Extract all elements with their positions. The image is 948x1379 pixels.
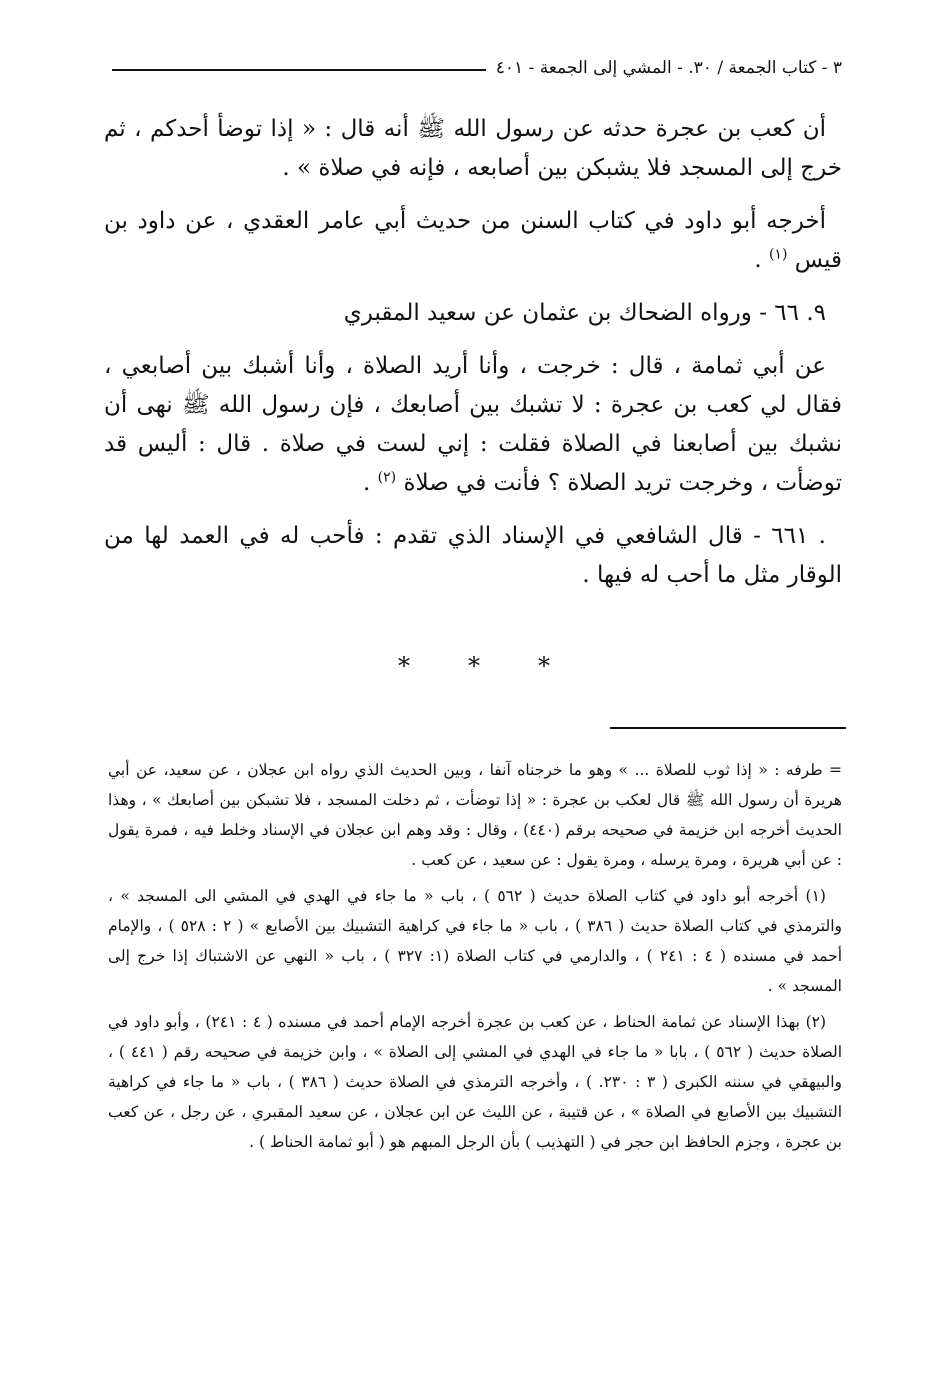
- footnote-ref-1: (١): [768, 246, 788, 263]
- paragraph-1: أن كعب بن عجرة حدثه عن رسول الله ﷺ أنه قال : « إذا توضأ أحدكم ، ثم خرج إلى المسجد فلا يشبكن بين أصابعه ، فإنه في صلاة » .: [104, 116, 842, 181]
- running-title: ٣ - كتاب الجمعة / ٣٠. - المشي إلى الجمعة - ٤٠١: [495, 58, 842, 78]
- footnotes: [108, 755, 842, 1163]
- hadith-heading-660: ٩. ٦٦ - ورواه الضحاك بن عثمان عن سعيد المقبري: [343, 300, 826, 326]
- footnote-rule: [610, 727, 846, 729]
- separator-star: *: [468, 652, 480, 680]
- paragraph-3-text: عن أبي ثمامة ، قال : خرجت ، وأنا أريد الصلاة ، وأنا أشبك بين أصابعي ، فقال لي كعب بن عجرة : لا تشبك بين أصابعك ، فإن رسول الله ﷺ نهى أن نشبك بين أصابعنا في الصلاة فقلت : إني لست في صلاة . قال : أليس قد توضأت ، وخرجت تريد الصلاة ؟ فأنت في صلاة: [104, 353, 842, 496]
- paragraph-2-text: أخرجه أبو داود في كتاب السنن من حديث أبي عامر العقدي ، عن داود بن قيس: [104, 208, 842, 273]
- paragraph-3: [104, 347, 842, 503]
- footnote-continuation: = طرفه : « إذا ثوب للصلاة ... » وهو ما خرجناه آنفا ، وبين الحديث الذي رواه ابن عجلان ، عن سعيد، عن أبي هريرة أن رسول الله ﷺ قال لعكب بن عجرة : « إذا توضأت ، ثم دخلت المسجد ، فلا تشبكن بين أصابعك » ، وهذا الحديث أخرجه ابن خزيمة في صحيحه برقم (٤٤٠) ، وقال : وقد وهم ابن عجلان في الإسناد وخلط فيه ، فمرة يقول : عن أبي هريرة ، ومرة يرسله ، ومرة يقول : عن سعيد ، عن كعب .: [108, 761, 842, 869]
- paragraph-3-end: .: [363, 470, 378, 496]
- header-rule: [112, 69, 486, 71]
- separator-star: *: [398, 652, 410, 680]
- separator-star: *: [538, 652, 550, 680]
- footnote-1: (١) أخرجه أبو داود في كتاب الصلاة حديث ( ٥٦٢ ) ، باب « ما جاء في الهدي في المشي الى المسجد » ، والترمذي في كتاب الصلاة حديث ( ٣٨٦ ) ، باب « ما جاء في كراهية التشبيك بين الأصابع » ( ٢ : ٥٢٨ ) ، والإمام أحمد في مسنده ( ٤ : ٢٤١ ) ، والدارمي في كتاب الصلاة (١: ٣٢٧ ) ، باب « النهي عن الاشتباك إذا خرج إلى المسجد » .: [108, 887, 843, 995]
- footnote-2: (٢) بهذا الإسناد عن ثمامة الحناط ، عن كعب بن عجرة أخرجه الإمام أحمد في مسنده ( ٤ : ٢٤١) ، وأبو داود في الصلاة حديث ( ٥٦٢ ) ، بابا « ما جاء في الهدي في المشي إلى الصلاة » ، وابن خزيمة في صحيحه رقم ( ٤٤١ ) ، والبيهقي في سننه الكبرى ( ٣ : ٢٣٠. ) ، وأخرجه الترمذي في الصلاة حديث ( ٣٨٦ ) ، باب « ما جاء في كراهية التشبيك بين الأصابع في الصلاة » ، عن قتيبة ، عن الليث عن ابن عجلان ، عن سعيد المقبري ، عن رجل ، عن كعب بن عجرة ، وجزم الحافظ ابن حجر في ( التهذيب ) بأن الرجل المبهم هو ( أبو ثمامة الحناط ) .: [108, 1013, 843, 1151]
- main-text: [104, 110, 842, 609]
- running-header: [112, 58, 842, 78]
- paragraph-2: [104, 202, 842, 280]
- footnote-ref-2: (٢): [377, 469, 397, 486]
- section-separator: [0, 652, 948, 680]
- paragraph-2-end: .: [754, 247, 769, 273]
- paragraph-4: . ٦٦١ - قال الشافعي في الإسناد الذي تقدم : فأحب له في العمد لها من الوقار مثل ما أحب له فيها .: [104, 523, 842, 588]
